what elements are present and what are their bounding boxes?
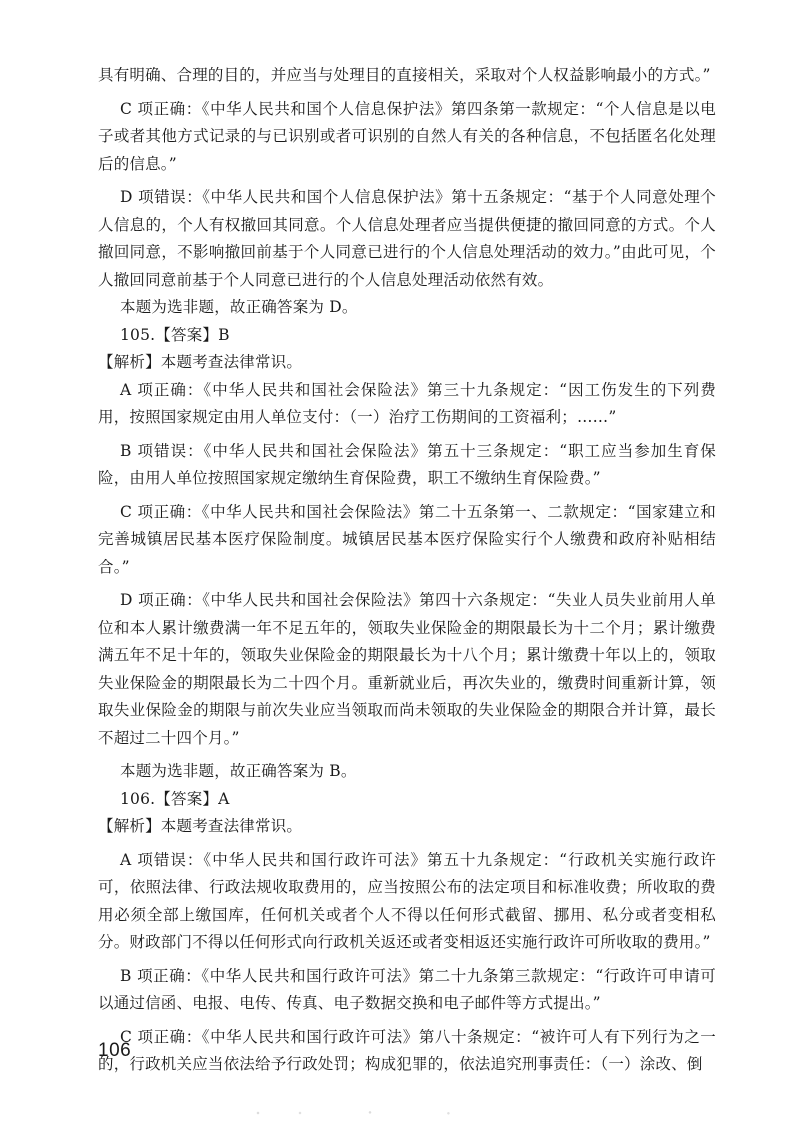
paragraph: C 项正确：《中华人民共和国行政许可法》第八十条规定：“被许可人有下列行为之一的，行政机关应当依法给予行政处罚；构成犯罪的，依法追究刑事责任：（一）涂改、倒 xyxy=(98,1027,716,1073)
paragraph: B 项正确：《中华人民共和国行政许可法》第二十九条第三款规定：“行政许可申请可以通过信函、电报、电传、传真、电子数据交换和电子邮件等方式提出。” xyxy=(98,966,716,1012)
paragraph: A 项错误：《中华人民共和国行政许可法》第五十九条规定：“行政机关实施行政许可，依照法律、行政法规收取费用的，应当按照公布的法定项目和标准收费；所收取的费用必须全部上缴国库，任何机关或者个人不得以任何形式截留、挪用、私分或者变相私分。财政部门不得以任何形式向行政机关返还或者变相返还实施行政许可所收取的费用。” xyxy=(98,850,716,951)
paragraph: 【解析】本题考查法律常识。 xyxy=(98,817,303,835)
paragraph: 105.【答案】B xyxy=(120,325,230,344)
page-number: 106 xyxy=(98,1040,132,1061)
paragraph: A 项正确：《中华人民共和国社会保险法》第三十九条规定：“因工伤发生的下列费用，按照国家规定由用人单位支付：（一）治疗工伤期间的工资福利；……” xyxy=(98,380,716,426)
paragraph: B 项错误：《中华人民共和国社会保险法》第五十三条规定：“职工应当参加生育保险，由用人单位按照国家规定缴纳生育保险费，职工不缴纳生育保险费。” xyxy=(98,441,716,487)
scan-artifact xyxy=(230,1110,510,1116)
paragraph: C 项正确：《中华人民共和国个人信息保护法》第四条第一款规定：“个人信息是以电子或者其他方式记录的与已识别或者可识别的自然人有关的各种信息，不包括匿名化处理后的信息。” xyxy=(98,99,716,173)
paragraph: 具有明确、合理的目的，并应当与处理目的直接相关，采取对个人权益影响最小的方式。” xyxy=(98,66,711,84)
paragraph: D 项正确：《中华人民共和国社会保险法》第四十六条规定：“失业人员失业前用人单位和本人累计缴费满一年不足五年的，领取失业保险金的期限最长为十二个月；累计缴费满五年不足十年的，领取失业保险金的期限最长为十八个月；累计缴费十年以上的，领取失业保险金的期限最长为二十四个月。重新就业后，再次失业的，缴费时间重新计算，领取失业保险金的期限与前次失业应当领取而尚未领取的失业保险金的期限合并计算，最长不超过二十四个月。” xyxy=(98,591,716,747)
paragraph: 本题为选非题，故正确答案为 B。 xyxy=(120,762,357,780)
paragraph: C 项正确：《中华人民共和国社会保险法》第二十五条第一、二款规定：“国家建立和完善城镇居民基本医疗保险制度。城镇居民基本医疗保险实行个人缴费和政府补贴相结合。” xyxy=(98,502,716,576)
paragraph: 【解析】本题考查法律常识。 xyxy=(98,353,303,371)
paragraph: 106.【答案】A xyxy=(120,789,230,808)
paragraph: 本题为选非题，故正确答案为 D。 xyxy=(120,298,358,316)
page-body xyxy=(98,62,716,1079)
paragraph: D 项错误：《中华人民共和国个人信息保护法》第十五条规定：“基于个人同意处理个人信息的，个人有权撤回其同意。个人信息处理者应当提供便捷的撤回同意的方式。个人撤回同意，不影响撤回前基于个人同意已进行的个人信息处理活动的效力。”由此可见，个人撤回同意前基于个人同意已进行的个人信息处理活动依然有效。 xyxy=(98,188,716,289)
